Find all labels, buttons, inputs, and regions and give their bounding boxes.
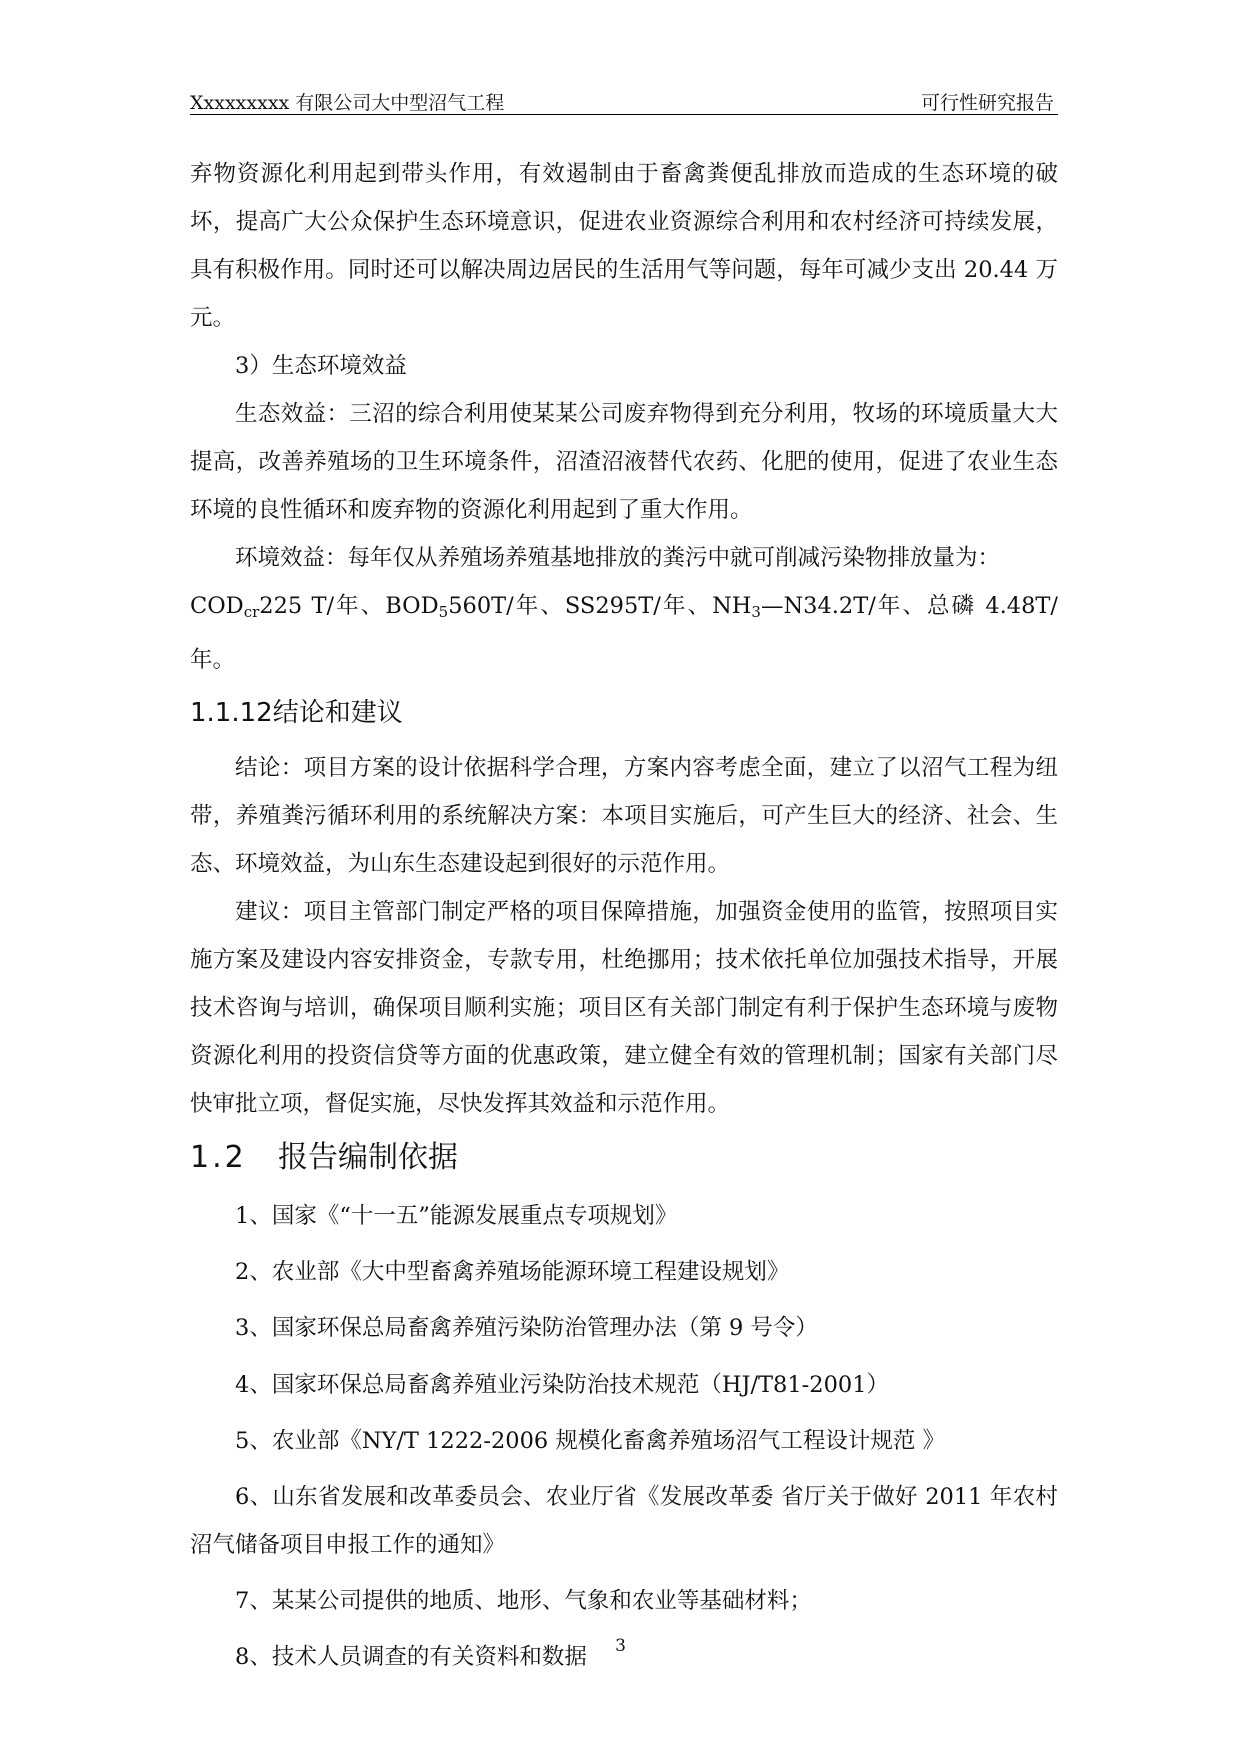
suggestion-paragraph: 建议：项目主管部门制定严格的项目保障措施，加强资金使用的监管，按照项目实施方案及建设内容安排资金，专款专用，杜绝挪用；技术依托单位加强技术指导，开展技术咨询与培训，确保项目顺利实施；项目区有关部门制定有利于保护生态环境与废物资源化利用的投资信贷等方面的优惠政策，建立健全有效的管理机制；国家有关部门尽快审批立项，督促实施，尽快发挥其效益和示范作用。	[190, 899, 1058, 1117]
section-number: 1.2	[190, 1140, 247, 1175]
cod-value: 225 T/年、	[259, 593, 386, 619]
reference-item: 4、国家环保总局畜禽养殖业污染防治技术规范（HJ/T81-2001）	[235, 1371, 890, 1398]
reference-item: 8、技术人员调查的有关资料和数据	[235, 1644, 587, 1671]
bod-subscript: 5	[438, 603, 449, 621]
reference-item: 5、农业部《NY/T 1222-2006 规模化畜禽养殖场沼气工程设计规范 》	[235, 1427, 946, 1454]
eco-benefit-heading: 3）生态环境效益	[235, 353, 407, 379]
page-header	[190, 86, 1058, 115]
bod-value: 560T/年、SS295T/年、	[448, 593, 713, 619]
environmental-benefit-paragraph: 环境效益：每年仅从养殖场养殖基地排放的粪污中就可削减污染物排放量为：	[235, 545, 1001, 571]
section-heading-1-2	[190, 1134, 1058, 1182]
bod-label: BOD	[385, 593, 439, 619]
header-report-type: 可行性研究报告	[920, 92, 1054, 114]
reference-item: 1、国家《“十一五”能源发展重点专项规划》	[235, 1203, 678, 1229]
page-body	[190, 150, 1058, 1690]
section-heading-1-1-12: 1.1.12结论和建议	[190, 698, 403, 728]
section-title: 报告编制依据	[278, 1140, 458, 1175]
nh-subscript: 3	[751, 603, 761, 621]
intro-paragraph: 弃物资源化利用起到带头作用，有效遏制由于畜禽粪便乱排放而造成的生态环境的破坏，提高广大公众保护生态环境意识，促进农业资源综合利用和农村经济可持续发展，具有积极作用。同时还可以解决周边居民的生活用气等问题，每年可减少支出 20.44 万元。	[190, 161, 1058, 331]
ecological-benefit-paragraph: 生态效益：三沼的综合利用使某某公司废弃物得到充分利用，牧场的环境质量大大提高，改善养殖场的卫生环境条件，沼渣沼液替代农药、化肥的使用，促进了农业生态环境的良性循环和废弃物的资源化利用起到了重大作用。	[190, 401, 1058, 523]
page-number: 3	[615, 1636, 626, 1656]
nh-label: NH	[712, 593, 752, 619]
pollutant-reduction-line	[190, 582, 1058, 684]
reference-item: 3、国家环保总局畜禽养殖污染防治管理办法（第 9 号令）	[235, 1315, 818, 1342]
reference-item: 7、某某公司提供的地质、地形、气象和农业等基础材料；	[235, 1588, 812, 1615]
cod-subscript: cr	[243, 603, 260, 621]
reference-item: 2、农业部《大中型畜禽养殖场能源环境工程建设规划》	[235, 1259, 790, 1286]
conclusion-paragraph: 结论：项目方案的设计依据科学合理，方案内容考虑全面，建立了以沼气工程为纽带，养殖粪污循环利用的系统解决方案：本项目实施后，可产生巨大的经济、社会、生态、环境效益，为山东生态建设起到很好的示范作用。	[190, 755, 1058, 877]
nh-value: —N34.2T/年、总磷 4.48T/年。	[190, 593, 1059, 673]
header-company-title: Xxxxxxxxx 有限公司大中型沼气工程	[190, 92, 505, 114]
reference-item: 6、山东省发展和改革委员会、农业厅省《发展改革委 省厅关于做好 2011 年农村沼气储备项目申报工作的通知》	[190, 1483, 1058, 1558]
cod-label: COD	[190, 593, 244, 619]
